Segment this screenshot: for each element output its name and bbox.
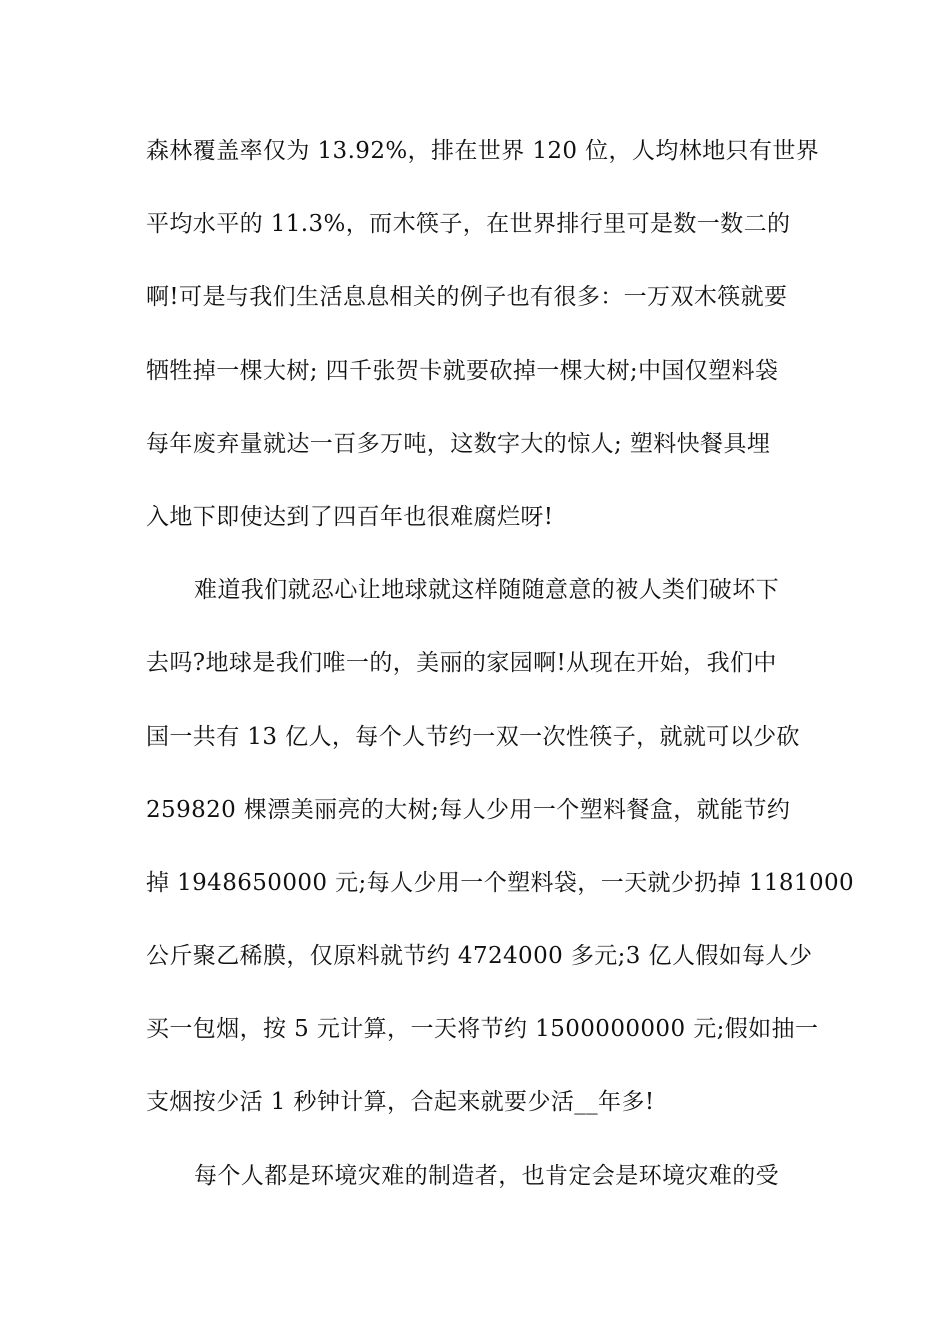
text-line: 去吗?地球是我们唯一的，美丽的家园啊!从现在开始，我们中 <box>146 650 777 677</box>
paragraph-start-line: 每个人都是环境灾难的制造者，也肯定会是环境灾难的受 <box>194 1162 779 1189</box>
text-line: 公斤聚乙稀膜，仅原料就节约 4724000 多元;3 亿人假如每人少 <box>146 943 813 970</box>
text-line: 啊!可是与我们生活息息相关的例子也有很多：一万双木筷就要 <box>146 284 788 311</box>
paragraph-start-line: 难道我们就忍心让地球就这样随随意意的被人类们破坏下 <box>194 577 779 604</box>
text-line: 牺牲掉一棵大树; 四千张贺卡就要砍掉一棵大树;中国仅塑料袋 <box>146 357 779 384</box>
text-line: 森林覆盖率仅为 13.92%，排在世界 120 位，人均林地只有世界 <box>146 138 820 164</box>
text-line: 259820 棵漂美丽亮的大树;每人少用一个塑料餐盒，就能节约 <box>146 796 791 823</box>
text-line: 入地下即使达到了四百年也很难腐烂呀! <box>146 503 554 530</box>
text-line: 每年废弃量就达一百多万吨，这数字大的惊人; 塑料快餐具埋 <box>146 430 771 457</box>
text-line: 支烟按少活 1 秒钟计算，合起来就要少活__年多! <box>146 1089 655 1116</box>
text-line: 掉 1948650000 元;每人少用一个塑料袋，一天就少扔掉 1181000 <box>146 869 855 896</box>
text-line: 国一共有 13 亿人，每个人节约一双一次性筷子，就就可以少砍 <box>146 723 800 750</box>
text-line: 平均水平的 11.3%，而木筷子，在世界排行里可是数一数二的 <box>146 211 791 238</box>
document-body <box>146 131 855 1229</box>
text-line: 买一包烟，按 5 元计算，一天将节约 1500000000 元;假如抽一 <box>146 1016 819 1043</box>
